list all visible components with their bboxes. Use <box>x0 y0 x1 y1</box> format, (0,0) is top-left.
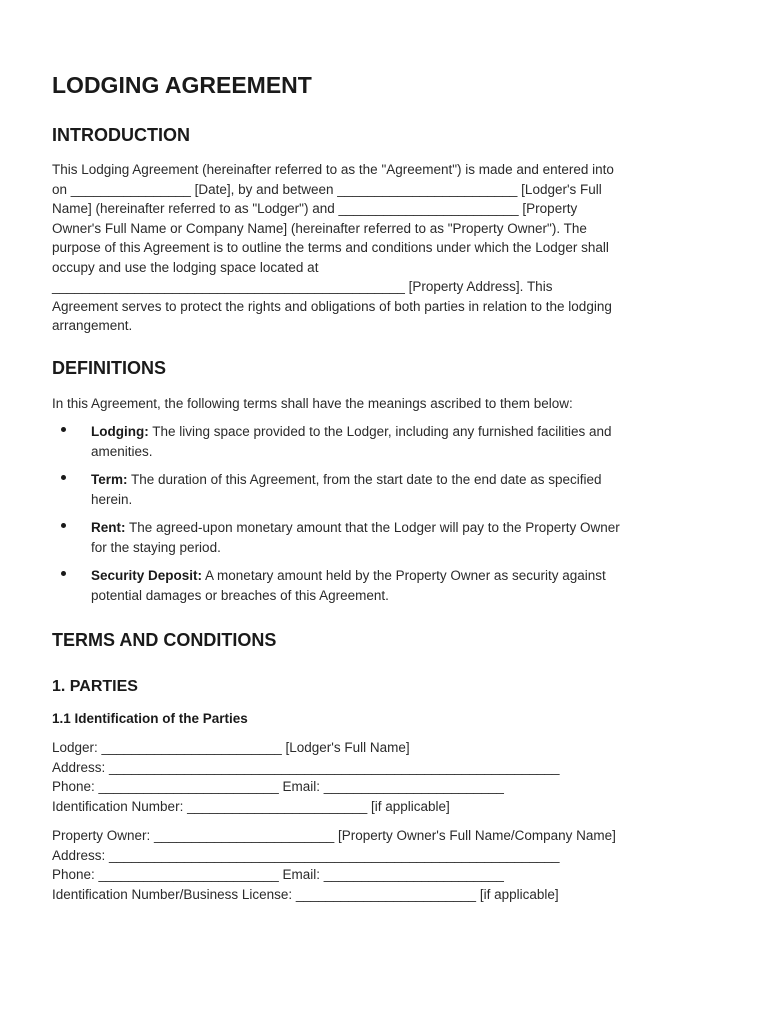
text-line: Agreement serves to protect the rights and obligations of both parties in relation to the lodging <box>52 298 612 314</box>
text-line: Owner's Full Name or Company Name] (hereinafter referred to as "Property Owner"). The <box>52 220 587 236</box>
text-line: arrangement. <box>52 318 133 333</box>
definition-term: Lodging: <box>91 424 149 439</box>
definition-term: Rent: <box>91 520 126 535</box>
definitions-intro: In this Agreement, the following terms shall have the meanings ascribed to them below: <box>52 396 573 411</box>
definitions-list <box>52 422 712 614</box>
bullet-icon <box>61 475 66 480</box>
lodger-address-field: Address: ____________________________________________________________ <box>52 759 560 775</box>
text-line: _______________________________________________ [Property Address]. This <box>52 279 553 294</box>
lodger-contact-field: Phone: ________________________ Email: ________________________ <box>52 779 504 794</box>
definition-item-security-deposit <box>52 566 712 605</box>
definition-item-lodging <box>52 422 712 461</box>
text-line: purpose of this Agreement is to outline the terms and conditions under which the Lodger shall <box>52 240 609 255</box>
definition-text: A monetary amount held by the Property Owner as security against <box>202 568 606 583</box>
owner-name-field: Property Owner: ________________________ [Property Owner's Full Name/Company Name] <box>52 828 616 843</box>
bullet-icon <box>61 571 66 576</box>
definition-text: herein. <box>91 491 133 507</box>
definition-text: amenities. <box>91 443 153 459</box>
lodger-name-field: Lodger: ________________________ [Lodger's Full Name] <box>52 740 410 755</box>
bullet-icon <box>61 427 66 432</box>
definition-text: The duration of this Agreement, from the start date to the end date as specified <box>127 472 602 487</box>
text-line: Name] (hereinafter referred to as "Lodger") and ________________________ [Property <box>52 201 578 216</box>
parties-heading: 1. PARTIES <box>52 678 138 695</box>
text-line: This Lodging Agreement (hereinafter referred to as the "Agreement") is made and entered into <box>52 162 614 177</box>
parties-subheading: 1.1 Identification of the Parties <box>52 711 248 726</box>
terms-heading: TERMS AND CONDITIONS <box>52 630 277 650</box>
definition-text: The living space provided to the Lodger, including any furnished facilities and <box>148 424 612 439</box>
definition-text: The agreed-upon monetary amount that the Lodger will pay to the Property Owner <box>125 520 620 535</box>
introduction-paragraph <box>52 160 614 336</box>
definition-item-rent <box>52 518 712 557</box>
definitions-heading: DEFINITIONS <box>52 358 167 378</box>
introduction-heading: INTRODUCTION <box>52 125 190 145</box>
definition-term: Security Deposit: <box>91 568 203 583</box>
text-line: occupy and use the lodging space located at <box>52 259 319 275</box>
definition-item-term <box>52 470 712 509</box>
owner-contact-field: Phone: ________________________ Email: ________________________ <box>52 867 504 882</box>
definition-text: potential damages or breaches of this Agreement. <box>91 587 389 603</box>
definition-term: Term: <box>91 472 128 487</box>
text-line: on ________________ [Date], by and between ________________________ [Lodger's Full <box>52 181 602 197</box>
lodger-details <box>52 738 560 816</box>
bullet-icon <box>61 523 66 528</box>
document-title: LODGING AGREEMENT <box>52 72 312 98</box>
owner-id-field: Identification Number/Business License: ________________________ [if applicable] <box>52 886 559 902</box>
owner-address-field: Address: ____________________________________________________________ <box>52 847 560 863</box>
lodger-id-field: Identification Number: ________________________ [if applicable] <box>52 798 450 814</box>
definition-text: for the staying period. <box>91 539 221 555</box>
owner-details <box>52 826 616 904</box>
